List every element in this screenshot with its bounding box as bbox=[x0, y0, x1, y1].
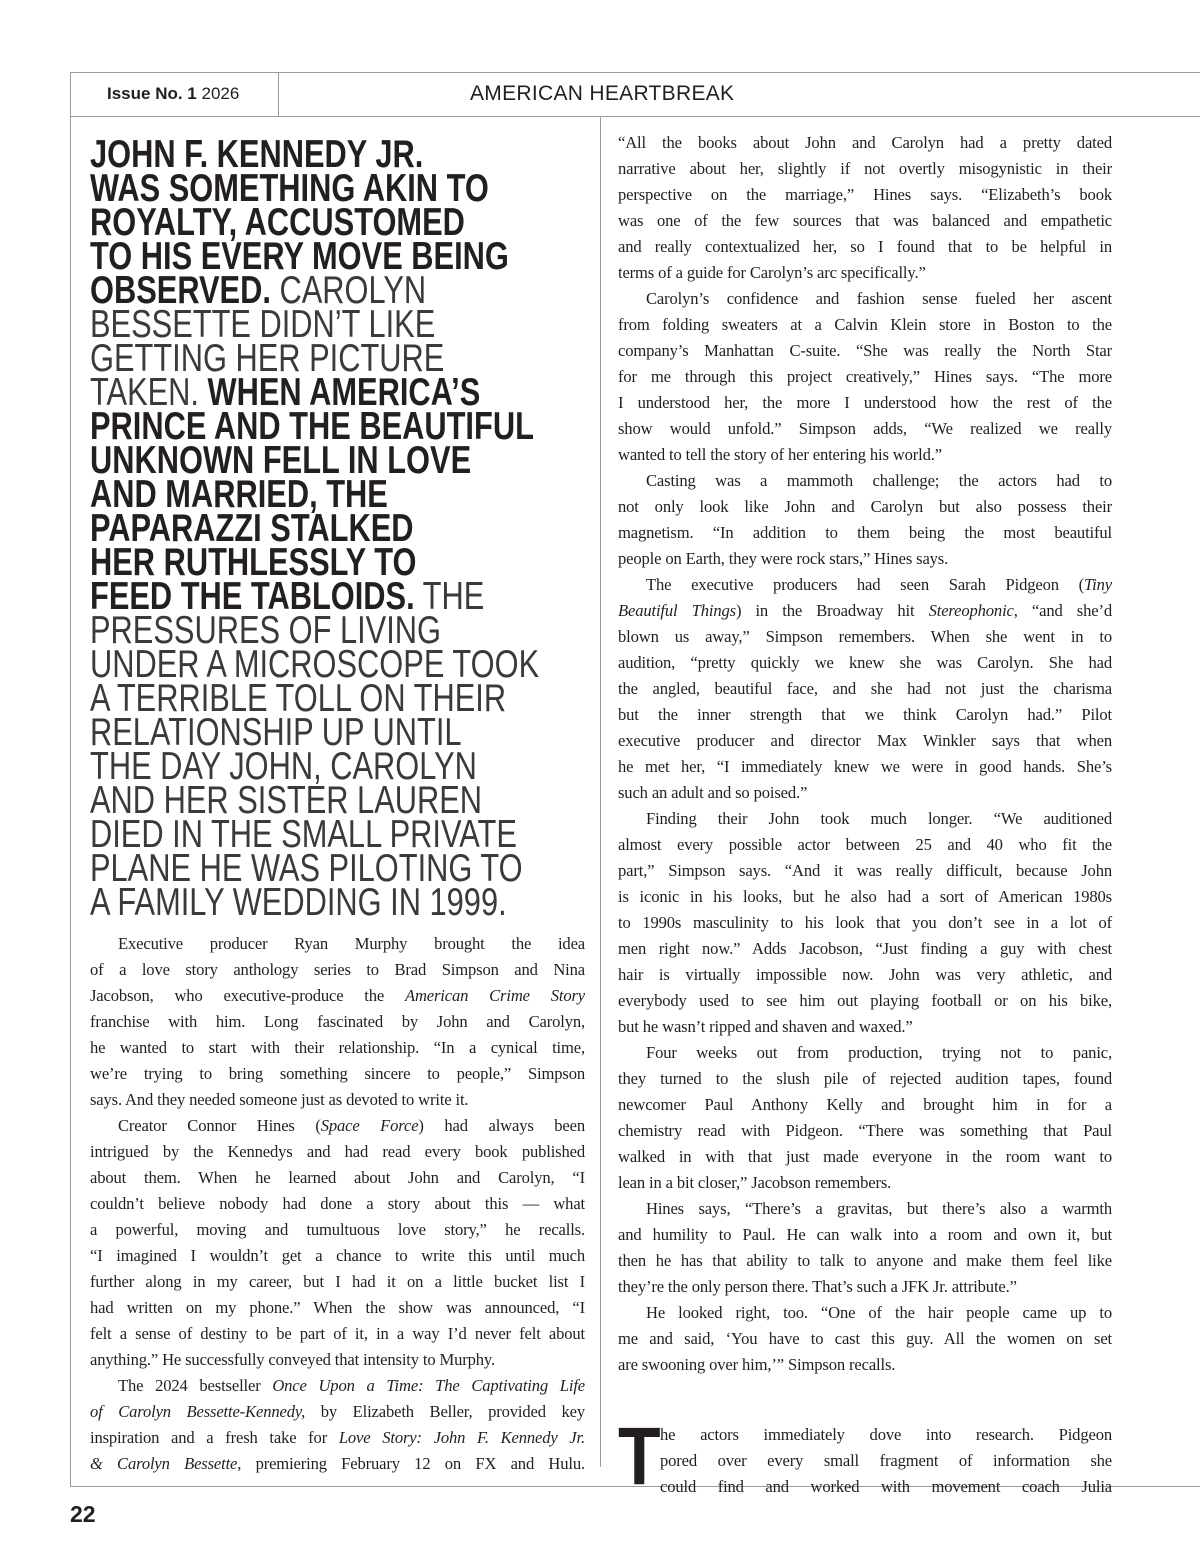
text-segment: Creator Connor Hines ( bbox=[118, 1116, 321, 1135]
issue-year: 2026 bbox=[201, 84, 240, 103]
headline-light-text: AND HER SISTER LAUREN bbox=[90, 779, 483, 822]
text-line: everybody used to see him out playing football or on his bike, bbox=[618, 991, 1112, 1010]
text-segment: ) had always been bbox=[418, 1116, 585, 1135]
text-line: perspective on the marriage,” Hines says. “Elizabeth’s book bbox=[618, 185, 1112, 204]
text-line: the angled, beautiful face, and she had not just the charisma bbox=[618, 679, 1112, 698]
text-line: wanted to tell the story of her entering his world.” bbox=[618, 445, 942, 464]
headline-light-text: PRESSURES OF LIVING bbox=[90, 609, 441, 652]
headline-light-text: THE DAY JOHN, CAROLYN bbox=[90, 745, 477, 788]
italic-title: American Crime Story bbox=[404, 986, 585, 1005]
text-line: blown us away,” Simpson remembers. When she went in to bbox=[618, 627, 1112, 646]
headline-light-text: A FAMILY WEDDING IN 1999. bbox=[90, 881, 507, 924]
text-line: not only look like John and Carolyn but also possess their bbox=[618, 497, 1112, 516]
text-line: terms of a guide for Carolyn’s arc specifically.” bbox=[618, 263, 926, 282]
italic-title: Space Force bbox=[320, 1116, 419, 1135]
text-line: couldn’t believe nobody had done a story about this — what bbox=[90, 1194, 585, 1213]
italic-title: Beautiful Things bbox=[618, 601, 736, 620]
header-divider bbox=[278, 72, 279, 116]
text-line bbox=[90, 1425, 585, 1451]
italic-title: Stereophonic bbox=[928, 601, 1014, 620]
text-line: he wanted to start with their relationship. “In a cynical time, bbox=[90, 1038, 585, 1057]
text-line: could find and worked with movement coach Julia bbox=[660, 1477, 1112, 1496]
text-line: men right now.” Adds Jacobson, “Just finding a guy with chest bbox=[618, 939, 1112, 958]
body-column-left bbox=[90, 931, 585, 1477]
headline-light-text: THE bbox=[414, 575, 485, 618]
italic-title: & Carolyn Bessette bbox=[90, 1454, 238, 1473]
headline-light-text: UNDER A MICROSCOPE TOOK bbox=[90, 643, 540, 686]
body-paragraph bbox=[618, 572, 1112, 806]
headline-bold-text: JOHN F. KENNEDY JR. bbox=[90, 133, 424, 176]
text-line: Casting was a mammoth challenge; the actors had to bbox=[646, 471, 1112, 490]
text-line: almost every possible actor between 25 and 40 who fit the bbox=[618, 835, 1112, 854]
headline-bold-text: PRINCE AND THE BEAUTIFUL bbox=[90, 405, 534, 448]
text-line: intrigued by the Kennedys and had read every book published bbox=[90, 1142, 585, 1161]
text-line bbox=[90, 1113, 585, 1139]
text-line: felt a sense of destiny to be part of it, in a way I’d never felt about bbox=[90, 1324, 585, 1343]
body-paragraph bbox=[618, 1300, 1112, 1378]
text-line: show would unfold.” Simpson adds, “We realized we really bbox=[618, 419, 1112, 438]
italic-title: Once Upon a Time: The Captivating Life bbox=[272, 1376, 585, 1395]
headline-light-text: RELATIONSHIP UP UNTIL bbox=[90, 711, 462, 754]
headline-bold-text: OBSERVED. bbox=[90, 269, 271, 312]
headline-line bbox=[90, 881, 507, 924]
body-paragraph bbox=[618, 130, 1112, 286]
article-headline bbox=[90, 133, 610, 924]
headline-bold-text: TO HIS EVERY MOVE BEING bbox=[90, 235, 509, 278]
page-number: 22 bbox=[70, 1501, 96, 1527]
text-line: magnetism. “In addition to them being the most beautiful bbox=[618, 523, 1112, 542]
text-line: newcomer Paul Anthony Kelly and brought him in for a bbox=[618, 1095, 1112, 1114]
text-line: company’s Manhattan C-suite. “She was really the North Star bbox=[618, 341, 1112, 360]
drop-cap: T bbox=[618, 1411, 661, 1502]
text-line: anything.” He successfully conveyed that intensity to Murphy. bbox=[90, 1350, 495, 1369]
headline-light-text: TAKEN. bbox=[90, 371, 199, 414]
body-paragraph bbox=[618, 1040, 1112, 1196]
italic-title: Love Story: John F. Kennedy Jr. bbox=[338, 1428, 585, 1447]
text-line: “All the books about John and Carolyn had a pretty dated bbox=[618, 133, 1112, 152]
text-line: I understood her, the more I understood how the rest of the bbox=[618, 393, 1112, 412]
headline-bold-text: PAPARAZZI STALKED bbox=[90, 507, 414, 550]
headline-bold-text: HER RUTHLESSLY TO bbox=[90, 541, 417, 584]
header-bottom-rule bbox=[70, 116, 1200, 117]
body-paragraph bbox=[618, 286, 1112, 468]
text-line: from folding sweaters at a Calvin Klein store in Boston to the bbox=[618, 315, 1112, 334]
headline-light-text: GETTING HER PICTURE bbox=[90, 337, 445, 380]
headline-bold-text: WAS SOMETHING AKIN TO bbox=[90, 167, 489, 210]
headline-bold-text: WHEN AMERICA’S bbox=[198, 371, 481, 414]
text-line: chemistry read with Pidgeon. “There was something that Paul bbox=[618, 1121, 1112, 1140]
headline-bold-text: AND MARRIED, THE bbox=[90, 473, 388, 516]
text-line: of a love story anthology series to Brad Simpson and Nina bbox=[90, 960, 585, 979]
text-line: Carolyn’s confidence and fashion sense fueled her ascent bbox=[646, 289, 1112, 308]
body-paragraph bbox=[618, 1411, 1112, 1502]
body-paragraph bbox=[90, 1373, 585, 1477]
section-title: AMERICAN HEARTBREAK bbox=[470, 82, 735, 105]
italic-title: Tiny bbox=[1084, 575, 1112, 594]
headline-light-text: DIED IN THE SMALL PRIVATE bbox=[90, 813, 517, 856]
body-paragraph bbox=[618, 468, 1112, 572]
text-line: “I imagined I wouldn’t get a chance to write this until much bbox=[90, 1246, 585, 1265]
headline-light-text: PLANE HE WAS PILOTING TO bbox=[90, 847, 523, 890]
text-line: a powerful, moving and tumultuous love story,” he recalls. bbox=[90, 1220, 585, 1239]
body-paragraph bbox=[618, 806, 1112, 1040]
text-segment: The 2024 bestseller bbox=[118, 1376, 273, 1395]
text-line: audition, “pretty quickly we knew she was Carolyn. She had bbox=[618, 653, 1112, 672]
body-column-right bbox=[618, 130, 1112, 1500]
text-line: executive producer and director Max Winkler says that when bbox=[618, 731, 1112, 750]
text-line: walked in with that just made everyone in the room want to bbox=[618, 1147, 1112, 1166]
text-line: pored over every small fragment of information she bbox=[660, 1451, 1112, 1470]
text-segment: inspiration and a fresh take for bbox=[90, 1428, 339, 1447]
text-line: then he has that ability to talk to anyone and make them feel like bbox=[618, 1251, 1112, 1270]
text-line: are swooning over him,’” Simpson recalls. bbox=[618, 1355, 896, 1374]
frame-left-rule bbox=[70, 72, 71, 1486]
text-segment: , “and she’d bbox=[1013, 601, 1112, 620]
text-line: they’re the only person there. That’s such a JFK Jr. attribute.” bbox=[618, 1277, 1017, 1296]
text-line: about them. When he learned about John and Carolyn, “I bbox=[90, 1168, 585, 1187]
text-line: hair is virtually impossible now. John was very athletic, and bbox=[618, 965, 1112, 984]
text-line: for me through this project creatively,” Hines says. “The more bbox=[618, 367, 1112, 386]
body-paragraph bbox=[90, 931, 585, 1113]
text-line: he met her, “I immediately knew we were in good hands. She’s bbox=[618, 757, 1112, 776]
issue-label bbox=[107, 84, 239, 104]
text-line: they turned to the slush pile of rejected audition tapes, found bbox=[618, 1069, 1112, 1088]
text-line: franchise with him. Long fascinated by John and Carolyn, bbox=[90, 1012, 585, 1031]
text-line: Executive producer Ryan Murphy brought the idea bbox=[118, 934, 585, 953]
text-segment: Jacobson, who executive-produce the bbox=[90, 986, 405, 1005]
text-line: he actors immediately dove into research. Pidgeon bbox=[660, 1425, 1112, 1444]
text-line bbox=[90, 983, 585, 1009]
text-line bbox=[90, 1373, 585, 1399]
headline-light-text: A TERRIBLE TOLL ON THEIR bbox=[90, 677, 507, 720]
text-line: lean in a bit closer,” Jacobson remembers. bbox=[618, 1173, 892, 1192]
section-break bbox=[618, 1378, 1112, 1422]
text-line: but the inner strength that we think Carolyn had.” Pilot bbox=[618, 705, 1112, 724]
text-line: narrative about her, slightly if not overtly misogynistic in their bbox=[618, 159, 1112, 178]
body-paragraph bbox=[618, 1196, 1112, 1300]
issue-number: Issue No. 1 bbox=[107, 84, 197, 103]
text-line: people on Earth, they were rock stars,” Hines says. bbox=[618, 549, 949, 568]
text-line: such an adult and so poised.” bbox=[618, 783, 808, 802]
headline-bold-text: ROYALTY, ACCUSTOMED bbox=[90, 201, 465, 244]
text-line bbox=[90, 1399, 585, 1425]
text-line: is iconic in his looks, but he also had a sort of American 1980s bbox=[618, 887, 1112, 906]
text-line: me and said, ‘You have to cast this guy. All the women on set bbox=[618, 1329, 1112, 1348]
text-line bbox=[618, 572, 1112, 598]
headline-bold-text: UNKNOWN FELL IN LOVE bbox=[90, 439, 472, 482]
text-line: further along in my career, but I had it on a little bucket list I bbox=[90, 1272, 585, 1291]
frame-top-rule bbox=[70, 72, 1200, 73]
italic-title: of Carolyn Bessette-Kennedy, bbox=[90, 1402, 306, 1421]
text-segment: by Elizabeth Beller, provided key bbox=[305, 1402, 585, 1421]
headline-light-text: BESSETTE DIDN’T LIKE bbox=[90, 303, 436, 346]
text-line bbox=[618, 598, 1112, 624]
text-segment: The executive producers had seen Sarah Pidgeon ( bbox=[646, 575, 1084, 594]
text-segment: , premiering February 12 on FX and Hulu. bbox=[237, 1454, 585, 1473]
text-segment: ) in the Broadway hit bbox=[735, 601, 929, 620]
text-line: says. And they needed someone just as devoted to write it. bbox=[90, 1090, 469, 1109]
text-line: was one of the few sources that was balanced and empathetic bbox=[618, 211, 1112, 230]
text-line: Finding their John took much longer. “We auditioned bbox=[646, 809, 1112, 828]
text-line: part,” Simpson says. “And it was really difficult, because John bbox=[618, 861, 1112, 880]
text-line bbox=[90, 1451, 585, 1477]
text-line: He looked right, too. “One of the hair people came up to bbox=[646, 1303, 1112, 1322]
text-line: but he wasn’t ripped and shaven and waxed.” bbox=[618, 1017, 913, 1036]
headline-light-text: CAROLYN bbox=[270, 269, 427, 312]
text-line: had written on my phone.” When the show was announced, “I bbox=[90, 1298, 585, 1317]
text-line: to 1990s masculinity to his look that you don’t see in a lot of bbox=[618, 913, 1112, 932]
text-line: Four weeks out from production, trying not to panic, bbox=[646, 1043, 1112, 1062]
headline-bold-text: FEED THE TABLOIDS. bbox=[90, 575, 415, 618]
text-line: and really contextualized her, so I found that to be helpful in bbox=[618, 237, 1112, 256]
text-line: and humility to Paul. He can walk into a room and own it, but bbox=[618, 1225, 1112, 1244]
text-line: Hines says, “There’s a gravitas, but there’s also a warmth bbox=[646, 1199, 1112, 1218]
body-paragraph bbox=[90, 1113, 585, 1373]
text-line: we’re trying to bring something sincere to people,” Simpson bbox=[90, 1064, 585, 1083]
